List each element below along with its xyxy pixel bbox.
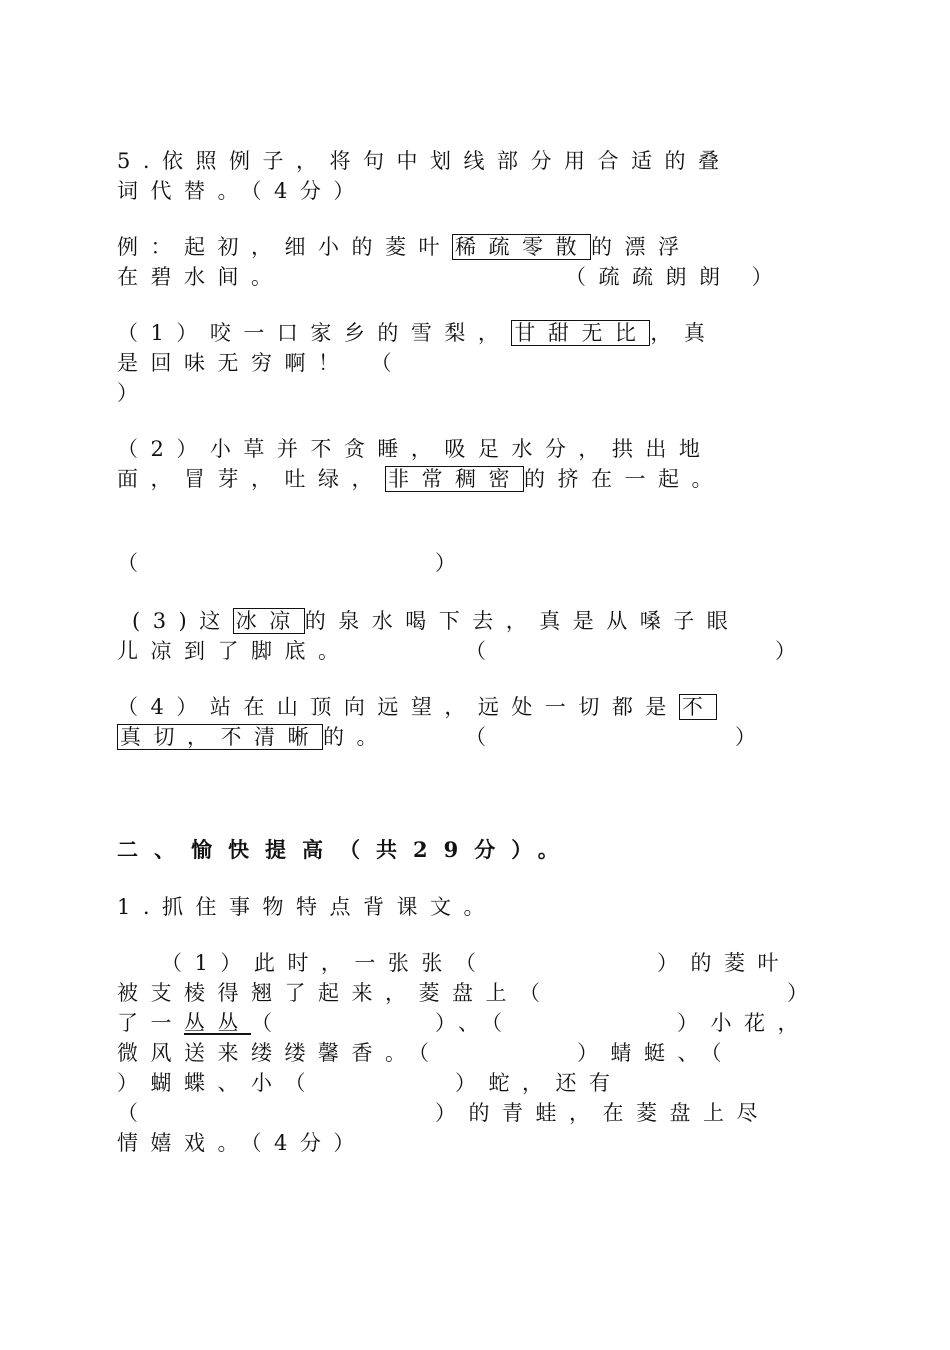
recite-line1 (117, 948, 823, 978)
item1-text-before: （1）咬一口家乡的雪梨， (117, 321, 512, 345)
recite-l6-b: ）的青蛙，在菱盘上尽 (435, 1101, 770, 1125)
item2-text-after: 的挤在一起。 (524, 467, 725, 491)
recite-line4 (117, 1038, 823, 1068)
item1-line1 (117, 318, 823, 348)
example-line1 (117, 232, 823, 262)
recite-l5-b: ）蛇，还有 (455, 1071, 623, 1095)
item4-line2 (117, 722, 823, 752)
item2-answer-open: （ (117, 551, 151, 575)
item1-line3: ） (117, 381, 151, 405)
item2-text-before: 面，冒芽，吐绿， (117, 467, 385, 491)
recite-line2 (117, 978, 823, 1008)
recite-l6-a: （ (117, 1101, 151, 1125)
item4-answer-open: （ (465, 725, 499, 749)
q5-title-line1: 5.依照例子，将句中划线部分用合适的叠 (117, 149, 732, 173)
item3-boxed-phrase: 冰凉 (233, 608, 305, 634)
recite-l3-d: ）小花， (677, 1011, 811, 1035)
q5-title-line2: 词代替。（4分） (117, 179, 367, 203)
item4-line1 (117, 692, 823, 722)
example-text-left: 在碧水间。 (117, 265, 285, 289)
item4-answer-close: ） (735, 725, 769, 749)
item2-boxed-phrase: 非常稠密 (385, 466, 524, 492)
item2-answer-close: ） (435, 551, 469, 575)
recite-l2-a: 被支棱得翘了起来，菱盘上（ (117, 981, 553, 1005)
item3-text-before: (3)这 (132, 609, 233, 633)
recite-l3-b: （ (251, 1011, 285, 1035)
item3-text-after: 的泉水喝下去，真是从嗓子眼 (304, 609, 741, 633)
recite-l3-underlined: 丛丛 (184, 1011, 251, 1035)
recite-line3 (117, 1008, 823, 1038)
item4-text-after: 的。 (323, 725, 390, 749)
item3-line2 (117, 636, 823, 666)
example-answer: （疏疏朗朗 ） (565, 265, 786, 289)
recite-l4-a: 微风送来缕缕馨香。（ (117, 1041, 442, 1065)
recite-l1-b: ）的菱叶 (657, 951, 791, 975)
item1-boxed-phrase: 甘甜无比 (511, 320, 650, 346)
item4-boxed-phrase-end: 真切，不清晰 (117, 724, 323, 750)
item3-text-left: 儿凉到了脚底。 (117, 639, 352, 663)
item2-answer-line (117, 548, 823, 578)
example-text-before: 例：起初，细小的菱叶 (117, 235, 452, 259)
recite-line7: 情嬉戏。（4分） (117, 1131, 367, 1155)
item4-boxed-phrase-start: 不 (679, 694, 718, 720)
recite-l3-a: 了一 (117, 1011, 184, 1035)
item3-answer-close: ） (775, 639, 809, 663)
recite-line5 (117, 1068, 823, 1098)
section2-q1-title: 1.抓住事物特点背课文。 (117, 895, 498, 919)
item2-line2 (117, 464, 823, 494)
item1-line2: 是回味无穷啊！ （ (117, 351, 405, 375)
recite-l2-b: ） (787, 981, 821, 1005)
recite-l4-b: ）蜻蜓、（ (577, 1041, 734, 1065)
item3-answer-open: （ (465, 639, 499, 663)
recite-l1-a: （1）此时，一张张（ (161, 951, 489, 975)
item1-text-after: ，真 (650, 321, 718, 345)
example-text-after: 的漂浮 (591, 235, 692, 259)
item2-line1: （2）小草并不贪睡，吸足水分，拱出地 (117, 437, 713, 461)
example-boxed-phrase: 稀疏零散 (452, 234, 591, 260)
example-line2 (117, 262, 823, 292)
section2-heading: 二、愉快提高（共29分）。 (117, 837, 575, 862)
recite-line6 (117, 1098, 823, 1128)
recite-l3-c: ）、（ (435, 1011, 515, 1035)
recite-l5-a: ）蝴蝶、小（ (117, 1071, 318, 1095)
item4-text-before: （4）站在山顶向远望，远处一切都是 (117, 695, 679, 719)
item3-line1 (132, 606, 838, 636)
